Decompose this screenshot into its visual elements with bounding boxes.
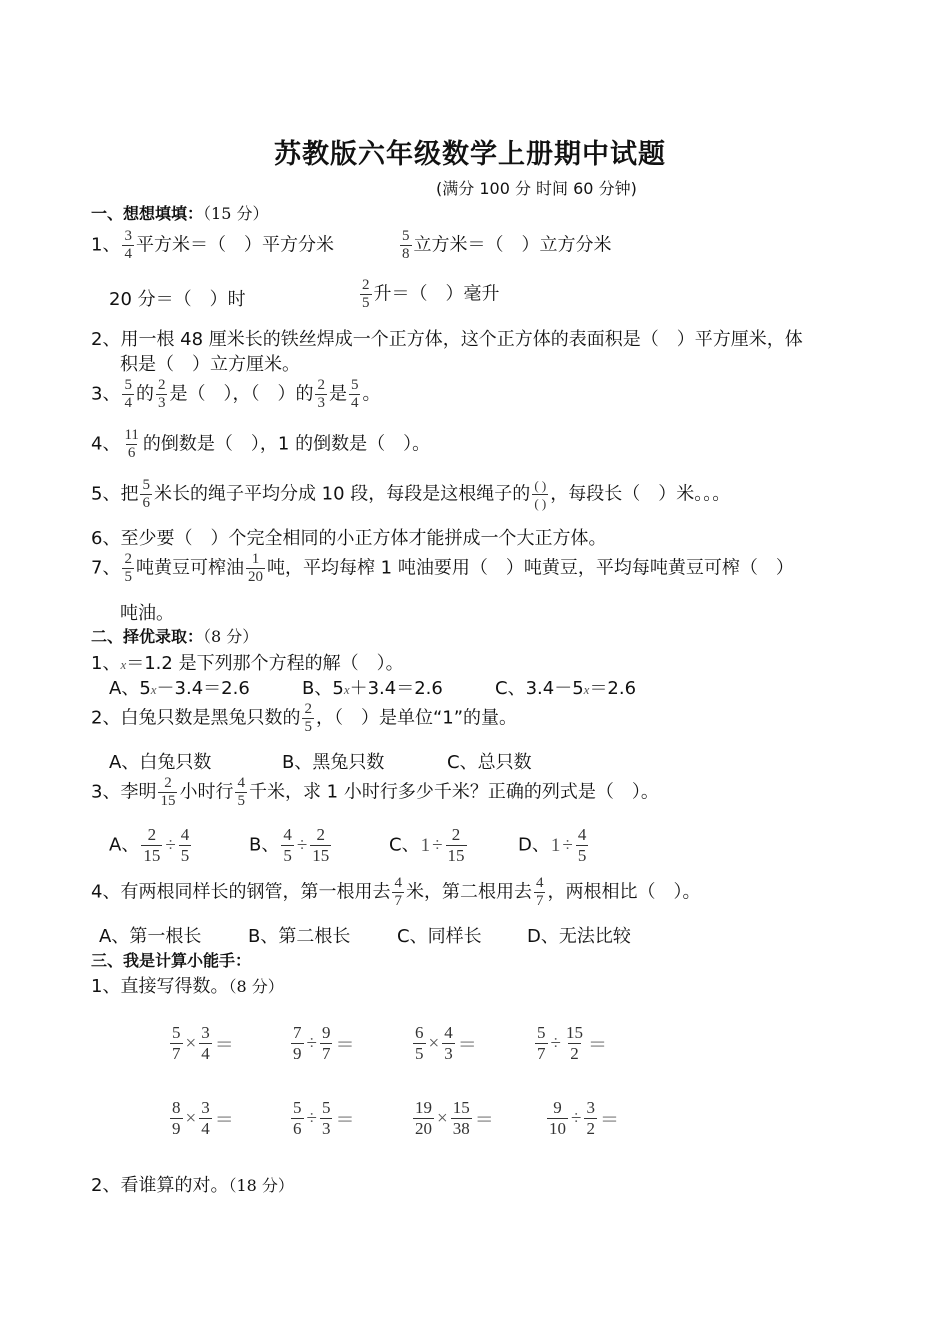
section-title: 一、想想填填： <box>91 204 204 223</box>
s2-q4 <box>91 875 700 910</box>
s1-q1-row1 <box>91 228 334 263</box>
fraction: $\frac{5}{6}$ <box>142 477 150 511</box>
section1-heading <box>91 201 268 224</box>
question-text: 米，第二根用去 <box>405 881 532 903</box>
s1-q1-row2b <box>358 277 500 312</box>
section-points: （8 分） <box>228 977 284 996</box>
question-text: ，每段长（ ）米。。。 <box>550 483 731 505</box>
s1-q1-row2: 20 分＝（ ）时 <box>109 289 246 310</box>
s1-q7 <box>91 551 794 586</box>
section-points: （15 分） <box>203 204 269 223</box>
blank-fraction: $\frac{( )}{( )}$ <box>534 478 547 511</box>
question-text: 1、直接写得数。 <box>91 976 229 997</box>
section-title: 二、择优录取： <box>91 627 204 646</box>
fraction: $\frac{4}{7}$ <box>535 875 544 909</box>
question-text: 的倒数是（ ），1 的倒数是（ ）。 <box>142 433 431 455</box>
s2-q1 <box>91 649 404 675</box>
s2-q1-option-c: C、3.4－5x＝2.6 <box>495 678 637 699</box>
calc-item-4: $\frac{5}{7}$ ÷ $\frac{15}{2}$ ＝ <box>537 1023 607 1063</box>
question-number: 1、 <box>91 653 121 674</box>
variable-x: x <box>120 657 127 672</box>
fraction: $\frac{1}{20}$ <box>247 551 263 585</box>
calc-item-3: $\frac{6}{5}$ × $\frac{4}{3}$ ＝ <box>415 1023 477 1063</box>
s3-q2 <box>91 1171 294 1197</box>
fraction: $\frac{2}{15}$ <box>143 825 161 865</box>
question-text: ＝1.2 是下列那个方程的解（ ）。 <box>126 653 404 674</box>
calc-item-1: $\frac{5}{7}$ × $\frac{3}{4}$ ＝ <box>172 1023 234 1063</box>
section-title: 三、我是计算小能手： <box>91 951 252 970</box>
section3-heading <box>91 948 251 971</box>
question-text: 升＝（ ）毫升 <box>373 283 500 305</box>
fraction: $\frac{4}{5}$ <box>180 825 190 865</box>
calc-item-8: $\frac{9}{10}$ ÷ $\frac{3}{2}$ ＝ <box>549 1098 619 1138</box>
question-text: 米长的绳子平均分成 10 段，每段是这根绳子的 <box>153 483 531 505</box>
fraction: $\frac{2}{5}$ <box>124 551 132 585</box>
fraction: $\frac{2}{15}$ <box>312 825 330 865</box>
fraction: $\frac{5}{4}$ <box>350 377 359 411</box>
fraction: $\frac{4}{5}$ <box>577 825 587 865</box>
s2-q3-option-b: B、 $\frac{4}{5}$ ÷ $\frac{2}{15}$ <box>249 825 330 865</box>
calc-item-2: $\frac{7}{9}$ ÷ $\frac{9}{7}$ ＝ <box>293 1023 355 1063</box>
question-text: 5、把 <box>91 483 139 505</box>
question-text: 的 <box>135 383 154 405</box>
s2-q4-option-c: C、同样长 <box>397 926 482 947</box>
question-text: 是（ ），（ ）的 <box>169 383 314 405</box>
calc-item-7: $\frac{19}{20}$ × $\frac{15}{38}$ ＝ <box>415 1098 494 1138</box>
s2-q4-option-a: A、第一根长 <box>99 926 202 947</box>
s2-q3-option-c: C、1 ÷ $\frac{2}{15}$ <box>389 825 465 865</box>
section-points: （18 分） <box>228 1176 294 1195</box>
s2-q3 <box>91 775 659 810</box>
s2-q2 <box>91 701 517 736</box>
question-text: ，两根相比（ ）。 <box>547 881 701 903</box>
exam-info: (满分 100 分 时间 60 分钟) <box>436 179 637 198</box>
page-title: 苏教版六年级数学上册期中试题 <box>274 139 666 170</box>
question-text: 2、白兔只数是黑兔只数的 <box>91 707 301 729</box>
s2-q2-option-b: B、黑兔只数 <box>282 752 385 773</box>
fraction: $\frac{2}{5}$ <box>304 701 312 735</box>
fraction: $\frac{2}{15}$ <box>447 825 465 865</box>
question-text: 立方米＝（ ）立方分米 <box>413 234 612 256</box>
question-text: ，（ ）是单位“1”的量。 <box>315 707 518 729</box>
calc-item-5: $\frac{8}{9}$ × $\frac{3}{4}$ ＝ <box>172 1098 234 1138</box>
question-text: 是 <box>328 383 347 405</box>
section2-heading <box>91 624 258 647</box>
fraction: $\frac{4}{7}$ <box>394 875 402 909</box>
s2-q4-option-d: D、无法比较 <box>527 926 631 947</box>
s1-q3 <box>91 377 380 412</box>
question-text: 吨黄豆可榨油 <box>135 557 244 579</box>
question-number: 1、 <box>91 234 121 256</box>
s2-q1-option-b: B、5x＋3.4＝2.6 <box>302 678 443 699</box>
s1-q7-line2: 吨油。 <box>120 603 174 624</box>
s1-q4 <box>91 427 430 462</box>
s2-q1-option-a: A、5x－3.4＝2.6 <box>109 678 250 699</box>
s2-q2-option-c: C、总只数 <box>447 752 532 773</box>
s1-q5 <box>91 477 730 512</box>
s1-q6: 6、至少要（ ）个完全相同的小正方体才能拼成一个大正方体。 <box>91 528 607 549</box>
question-text: 2、看谁算的对。 <box>91 1175 229 1196</box>
fraction: $\frac{4}{5}$ <box>283 825 292 865</box>
question-text: 4、有两根同样长的钢管，第一根用去 <box>91 881 391 903</box>
s1-q2-line1: 2、用一根 48 厘米长的铁丝焊成一个正方体，这个正方体的表面积是（ ）平方厘米，体 <box>91 329 803 350</box>
section-points: （8 分） <box>203 627 259 646</box>
fraction: $\frac{2}{5}$ <box>362 277 370 311</box>
question-number: 7、 <box>91 557 121 579</box>
s2-q3-option-d: D、1 ÷ $\frac{4}{5}$ <box>518 825 587 865</box>
calc-item-6: $\frac{5}{6}$ ÷ $\frac{5}{3}$ ＝ <box>293 1098 355 1138</box>
s1-q2-line2: 积是（ ）立方厘米。 <box>120 354 300 375</box>
s2-q4-option-b: B、第二根长 <box>248 926 351 947</box>
fraction: $\frac{5}{4}$ <box>124 377 132 411</box>
fraction: $\frac{4}{5}$ <box>237 775 245 809</box>
fraction: $\frac{5}{8}$ <box>402 228 410 262</box>
fraction: $\frac{2}{15}$ <box>160 775 176 809</box>
s3-q1 <box>91 972 284 998</box>
question-text: 吨，平均每榨 1 吨油要用（ ）吨黄豆，平均每吨黄豆可榨（ ） <box>266 557 794 579</box>
question-text: 。 <box>362 383 381 405</box>
question-text: 千米，求 1 小时行多少千米？正确的列式是（ ）。 <box>248 781 659 803</box>
s2-q2-option-a: A、白兔只数 <box>109 752 212 773</box>
question-text: 平方米＝（ ）平方分米 <box>135 234 334 256</box>
question-number: 3、 <box>91 383 121 405</box>
s2-q3-option-a: A、 $\frac{2}{15}$ ÷ $\frac{4}{5}$ <box>109 825 190 865</box>
fraction: $\frac{11}{6}$ <box>124 427 139 461</box>
question-text: 3、李明 <box>91 781 157 803</box>
question-number: 4、 <box>91 433 121 455</box>
fraction: $\frac{2}{3}$ <box>157 377 166 411</box>
fraction: $\frac{2}{3}$ <box>317 377 325 411</box>
s1-q1-row1b <box>398 228 612 263</box>
fraction: $\frac{3}{4}$ <box>124 228 132 262</box>
question-text: 小时行 <box>179 781 234 803</box>
